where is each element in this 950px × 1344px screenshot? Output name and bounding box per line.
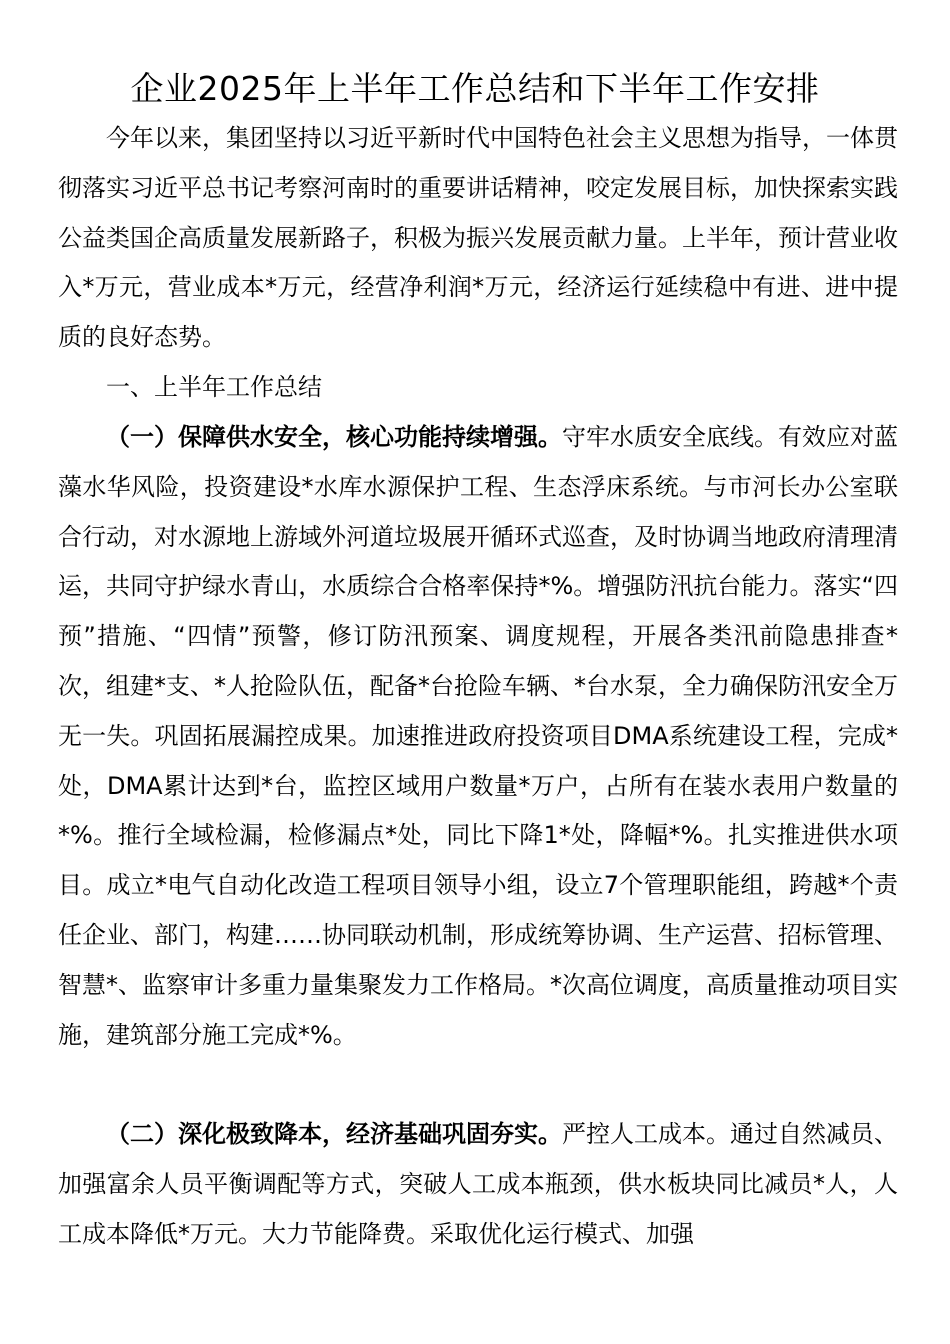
subsection-1-paragraph: [58, 413, 898, 1060]
section-heading-block: [58, 363, 898, 413]
document-title: 企业2025年上半年工作总结和下半年工作安排: [130, 69, 820, 108]
intro-block: [58, 114, 898, 363]
subsection-2-paragraph: [58, 1110, 898, 1259]
subsection-2-title: （二）深化极致降本，经济基础巩固夯实。: [106, 1120, 562, 1148]
intro-paragraph: 今年以来，集团坚持以习近平新时代中国特色社会主义思想为指导，一体贯彻落实习近平总书记考察河南时的重要讲话精神，咬定发展目标，加快探索实践公益类国企高质量发展新路子，积极为振兴发展贡献力量。上半年，预计营业收入*万元，营业成本*万元，经营净利润*万元，经济运行延续稳中有进、进中提质的良好态势。: [58, 124, 898, 352]
subsection-1-body: 守牢水质安全底线。有效应对蓝藻水华风险，投资建设*水库水源保护工程、生态浮床系统。与市河长办公室联合行动，对水源地上游域外河道垃圾展开循环式巡查，及时协调当地政府清理清运，共同守护绿水青山，水质综合合格率保持*%。增强防汛抗台能力。落实“四预”措施、“四情”预警，修订防汛预案、调度规程，开展各类汛前隐患排查*次，组建*支、*人抢险队伍，配备*台抢险车辆、*台水泵，全力确保防汛安全万无一失。巩固拓展漏控成果。加速推进政府投资项目DMA系统建设工程，完成*处，DMA累计达到*台，监控区域用户数量*万户，占所有在装水表用户数量的*%。推行全域检漏，检修漏点*处，同比下降1*处，降幅*%。扎实推进供水项目。成立*电气自动化改造工程项目领导小组，设立7个管理职能组，跨越*个责任企业、部门，构建……协同联动机制，形成统筹协调、生产运营、招标管理、智慧*、监察审计多重力量集聚发力工作格局。*次高位调度，高质量推动项目实施，建筑部分施工完成*%。: [58, 423, 898, 1049]
subsection-2-body: 严控人工成本。通过自然减员、加强富余人员平衡调配等方式，突破人工成本瓶颈，供水板块同比减员*人，人工成本降低*万元。大力节能降费。采取优化运行模式、加强: [58, 1120, 898, 1248]
section-heading: 一、上半年工作总结: [106, 373, 322, 401]
subsection-1-title: （一）保障供水安全，核心功能持续增强。: [106, 423, 562, 451]
subsection-2-block: [58, 1110, 898, 1259]
subsection-1-block: [58, 413, 898, 1060]
